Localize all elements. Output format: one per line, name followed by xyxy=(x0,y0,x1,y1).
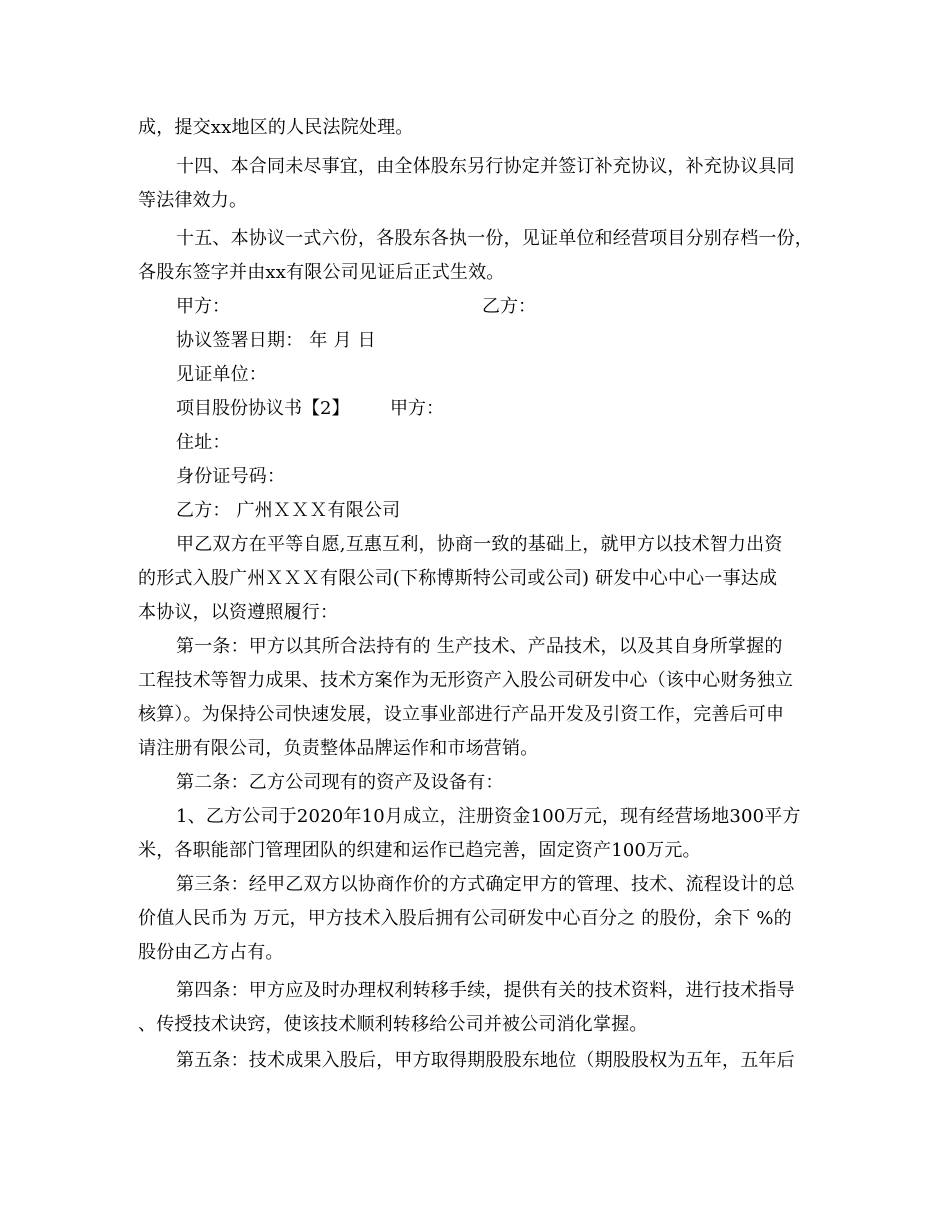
article-4: 第四条：甲方应及时办理权利转移手续，提供有关的技术资料，进行技术指导 xyxy=(176,980,795,1001)
text-line: 等法律效力。 xyxy=(138,190,248,211)
witness-label: 见证单位： xyxy=(176,364,267,385)
text-line: 各股东签字并由xx有限公司见证后正式生效。 xyxy=(138,262,505,283)
party-a-label: 甲方： xyxy=(176,296,230,317)
text-line: 核算）。为保持公司快速发展，设立事业部进行产品开发及引资工作，完善后可申 xyxy=(138,704,785,725)
text-line: 、传授技术诀窍，使该技术顺利转移给公司并被公司消化掌握。 xyxy=(138,1014,648,1035)
article-3: 第三条：经甲乙双方以协商作价的方式确定甲方的管理、技术、流程设计的总 xyxy=(176,874,795,895)
text-line: 价值人民币为 万元，甲方技术入股后拥有公司研发中心百分之 的股份，余下 %的 xyxy=(138,908,792,929)
party-a-label: 甲方： xyxy=(390,398,444,419)
text-line: 的形式入股广州ＸＸＸ有限公司(下称博斯特公司或公司) 研发中心中心一事达成 xyxy=(138,568,778,589)
agreement-title: 项目股份协议书【2】 xyxy=(176,398,350,419)
party-b-label: 乙方： xyxy=(482,296,536,317)
clause-14: 十四、本合同未尽事宜，由全体股东另行协定并签订补充协议，补充协议具同 xyxy=(176,156,795,177)
text-line: 股份由乙方占有。 xyxy=(138,942,284,963)
text-line: 米，各职能部门管理团队的织建和运作已趋完善，固定资产100万元。 xyxy=(138,840,701,861)
id-number-label: 身份证号码： xyxy=(176,466,286,487)
article-1: 第一条：甲方以其所合法持有的 生产技术、产品技术，以及其自身所掌握的 xyxy=(176,636,783,657)
sign-date: 协议签署日期： 年 月 日 xyxy=(176,330,376,351)
text-line: 甲乙双方在平等自愿,互惠互利，协商一致的基础上，就甲方以技术智力出资 xyxy=(176,534,783,555)
text-line: 1、乙方公司于2020年10月成立，注册资金100万元，现有经营场地300平方 xyxy=(176,806,801,827)
party-b-company: 乙方： 广州ＸＸＸ有限公司 xyxy=(176,500,401,521)
text-line: 成，提交xx地区的人民法院处理。 xyxy=(138,117,414,138)
text-line: 工程技术等智力成果、技术方案作为无形资产入股公司研发中心（该中心财务独立 xyxy=(138,670,794,691)
text-line: 请注册有限公司，负责整体品牌运作和市场营销。 xyxy=(138,738,539,759)
text-line: 本协议，以资遵照履行： xyxy=(138,602,339,623)
article-5: 第五条：技术成果入股后，甲方取得期股股东地位（期股股权为五年，五年后 xyxy=(176,1050,795,1071)
clause-15: 十五、本协议一式六份，各股东各执一份，见证单位和经营项目分别存档一份， xyxy=(176,228,813,249)
address-label: 住址： xyxy=(176,432,231,453)
article-2: 第二条：乙方公司现有的资产及设备有： xyxy=(176,772,504,793)
